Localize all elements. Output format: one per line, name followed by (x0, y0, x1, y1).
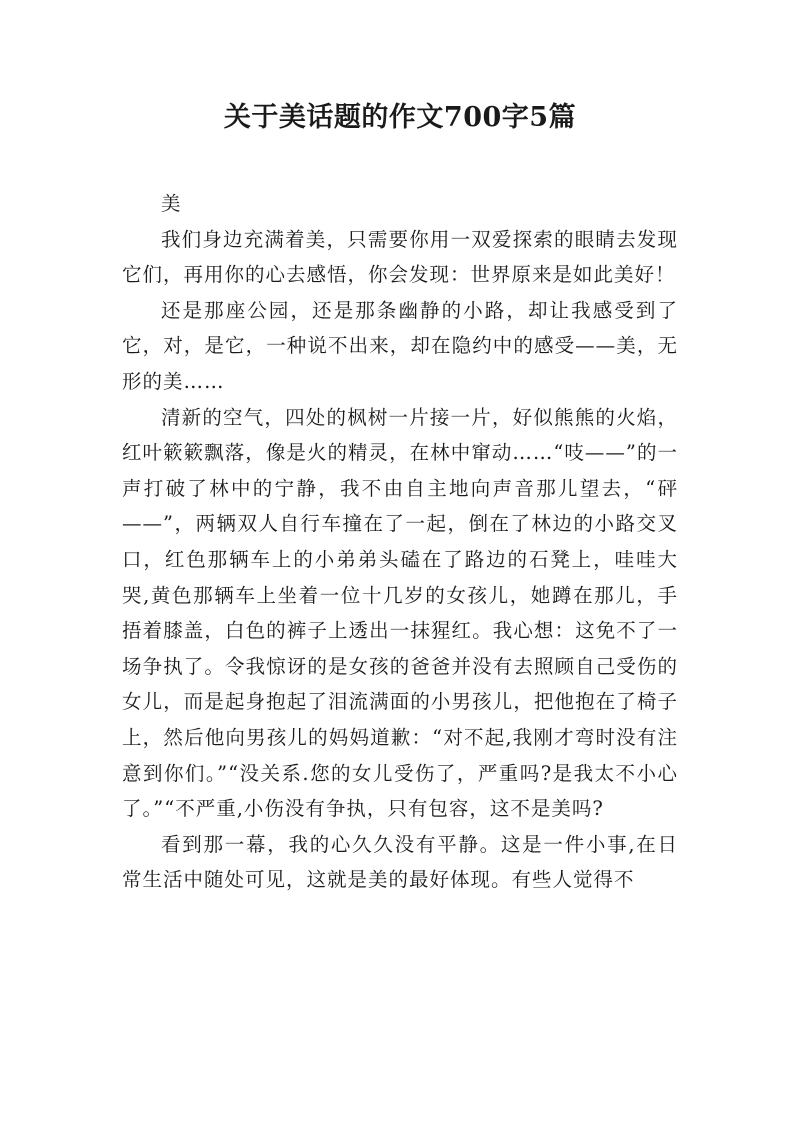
paragraph: 我们身边充满着美，只需要你用一双爱探索的眼睛去发现它们，再用你的心去感悟，你会发现：世界原来是如此美好！ (122, 227, 678, 287)
paragraph: 清新的空气，四处的枫树一片接一片，好似熊熊的火焰，红叶簌簌飘落，像是火的精灵，在林中窜动……“吱——”的一声打破了林中的宁静，我不由自主地向声音那儿望去，“砰——”，两辆双人自行车撞在了一起，倒在了林边的小路交叉口，红色那辆车上的小弟弟头磕在了路边的石凳上，哇哇大哭,黄色那辆车上坐着一位十几岁的女孩儿，她蹲在那儿，手捂着膝盖，白色的裤子上透出一抹猩红。我心想：这免不了一场争执了。令我惊讶的是女孩的爸爸并没有去照顾自己受伤的女儿，而是起身抱起了泪流满面的小男孩儿，把他抱在了椅子上，然后他向男孩儿的妈妈道歉：“对不起,我刚才弯时没有注意到你们。”“没关系.您的女儿受伤了，严重吗?是我太不小心了。”“不严重,小伤没有争执，只有包容，这不是美吗? (122, 405, 678, 821)
paragraph: 还是那座公园，还是那条幽静的小路，却让我感受到了它，对，是它，一种说不出来，却在隐约中的感受——美，无形的美…… (122, 298, 678, 393)
paragraph: 看到那一幕，我的心久久没有平静。这是一件小事,在日常生活中随处可见，这就是美的最好体现。有些人觉得不 (122, 832, 678, 892)
document-title: 关于美话题的作文700字5篇 (223, 102, 577, 133)
document-body (122, 186, 678, 898)
paragraph-heading: 美 (161, 192, 182, 215)
